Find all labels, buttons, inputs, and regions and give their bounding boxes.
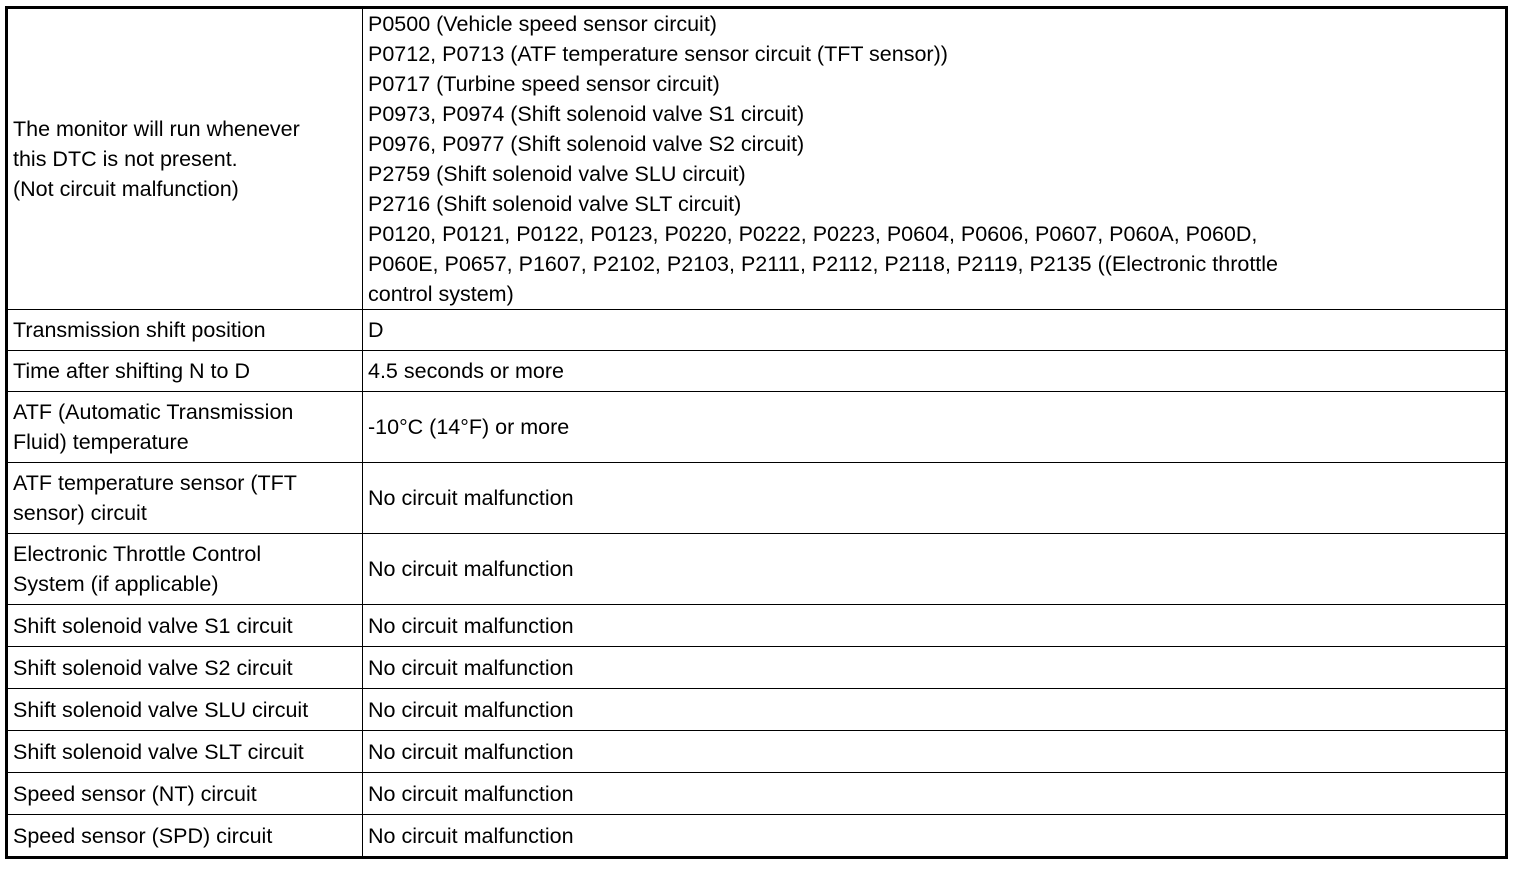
dtc-line: P2716 (Shift solenoid valve SLT circuit) xyxy=(368,192,742,216)
condition-text: ATF (Automatic Transmission xyxy=(13,400,294,424)
dtc-line: P0120, P0121, P0122, P0123, P0220, P0222, P0223, P0604, P0606, P0607, P060A, P060D, xyxy=(368,222,1258,246)
condition-text: ATF temperature sensor (TFT xyxy=(13,471,297,495)
dtc-line: P060E, P0657, P1607, P2102, P2103, P2111, P2112, P2118, P2119, P2135 ((Electronic throttle xyxy=(368,252,1279,276)
condition-text: sensor) circuit xyxy=(13,501,147,525)
value-cell: No circuit malfunction xyxy=(363,534,1507,605)
value-cell: No circuit malfunction xyxy=(363,731,1507,773)
value-cell: 4.5 seconds or more xyxy=(363,351,1507,392)
condition-cell: Speed sensor (NT) circuit xyxy=(7,773,363,815)
dtc-line: P0712, P0713 (ATF temperature sensor circuit (TFT sensor)) xyxy=(368,42,948,66)
table-row xyxy=(7,392,1507,463)
condition-text: Fluid) temperature xyxy=(13,430,189,454)
condition-cell xyxy=(7,392,363,463)
value-cell: No circuit malfunction xyxy=(363,689,1507,731)
table-row xyxy=(7,534,1507,605)
condition-text: this DTC is not present. xyxy=(13,147,238,171)
value-cell xyxy=(363,8,1507,310)
condition-text: Electronic Throttle Control xyxy=(13,542,262,566)
value-cell: No circuit malfunction xyxy=(363,463,1507,534)
table-row xyxy=(7,731,1507,773)
value-cell: -10°C (14°F) or more xyxy=(363,392,1507,463)
condition-text: The monitor will run whenever xyxy=(13,117,300,141)
monitor-conditions-table xyxy=(5,6,1508,859)
condition-cell: Shift solenoid valve SLT circuit xyxy=(7,731,363,773)
table-row xyxy=(7,463,1507,534)
condition-cell: Shift solenoid valve SLU circuit xyxy=(7,689,363,731)
condition-cell: Shift solenoid valve S2 circuit xyxy=(7,647,363,689)
table-row xyxy=(7,605,1507,647)
condition-cell xyxy=(7,463,363,534)
dtc-line: P0717 (Turbine speed sensor circuit) xyxy=(368,72,720,96)
value-cell: No circuit malfunction xyxy=(363,773,1507,815)
value-cell: D xyxy=(363,310,1507,351)
dtc-line: P0500 (Vehicle speed sensor circuit) xyxy=(368,12,717,36)
dtc-line: control system) xyxy=(368,282,514,306)
value-cell: No circuit malfunction xyxy=(363,647,1507,689)
condition-cell xyxy=(7,534,363,605)
table-row xyxy=(7,815,1507,858)
condition-cell: Speed sensor (SPD) circuit xyxy=(7,815,363,858)
condition-cell: Time after shifting N to D xyxy=(7,351,363,392)
dtc-line: P0973, P0974 (Shift solenoid valve S1 circuit) xyxy=(368,102,805,126)
dtc-line: P2759 (Shift solenoid valve SLU circuit) xyxy=(368,162,746,186)
table-row-dtc xyxy=(7,8,1507,310)
table-row xyxy=(7,310,1507,351)
condition-cell: Transmission shift position xyxy=(7,310,363,351)
condition-text: (Not circuit malfunction) xyxy=(13,177,239,201)
condition-cell: Shift solenoid valve S1 circuit xyxy=(7,605,363,647)
table-row xyxy=(7,351,1507,392)
condition-text: System (if applicable) xyxy=(13,572,219,596)
value-cell: No circuit malfunction xyxy=(363,815,1507,858)
value-cell: No circuit malfunction xyxy=(363,605,1507,647)
table-row xyxy=(7,647,1507,689)
table-row xyxy=(7,689,1507,731)
condition-cell xyxy=(7,8,363,310)
dtc-line: P0976, P0977 (Shift solenoid valve S2 circuit) xyxy=(368,132,805,156)
table-row xyxy=(7,773,1507,815)
